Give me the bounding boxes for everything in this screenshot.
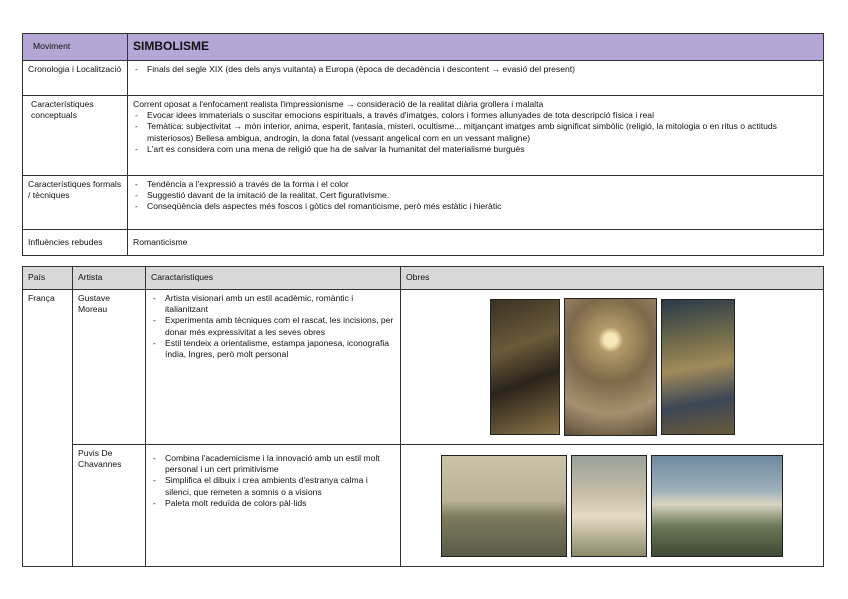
influences-value: Romanticisme <box>128 230 824 256</box>
header-characteristics: Caractaristiques <box>146 267 401 290</box>
conceptual-label: Característiques conceptuals <box>23 96 128 176</box>
artwork-image <box>651 455 783 557</box>
artist-characteristics <box>146 445 401 567</box>
artwork-image <box>571 455 647 557</box>
header-country: País <box>23 267 73 290</box>
formal-item: - Tendència a l'expressió a través de la forma i el color <box>133 179 818 190</box>
characteristic-item: - Combina l'academicisme i la innovació amb un estil molt personal i un cert primitivisme <box>151 453 395 475</box>
conceptual-item: - L'art es considera com una mena de religió que ha de salvar la humanitat del materialisme burguès <box>133 144 818 155</box>
movement-label: Moviment <box>23 34 128 61</box>
characteristic-item: - Paleta molt reduïda de colors pàl·lids <box>151 498 395 509</box>
artwork-image <box>490 299 560 435</box>
artwork-image <box>441 455 567 557</box>
formal-item: - Conseqüència dels aspectes més foscos i gòtics del romanticisme, però més estàtic i hieràtic <box>133 201 818 212</box>
conceptual-cell <box>128 96 824 176</box>
characteristic-item: - Experimenta amb tècniques com el rascat, les incisions, per donar més expressivitat a les seves obres <box>151 315 395 337</box>
works-cell-moreau <box>401 290 824 445</box>
header-artist: Artista <box>73 267 146 290</box>
artwork-image <box>661 299 735 435</box>
artists-table <box>22 266 824 567</box>
chronology-cell <box>128 61 824 96</box>
characteristic-item: - Artista visionari amb un estil acadèmic, romàntic i italianitzant <box>151 293 395 315</box>
characteristic-item: - Estil tendeix a orientalisme, estampa japonesa, iconografia índia, Ingres, però molt personal <box>151 338 395 360</box>
formal-cell <box>128 176 824 230</box>
chronology-item: - Finals del segle XIX (des dels anys vuitanta) a Europa (època de decadència i descontent → evasió del present) <box>133 64 818 75</box>
artwork-image <box>564 298 657 436</box>
chronology-label: Cronologia i Localització <box>23 61 128 96</box>
conceptual-intro: Corrent oposat a l'enfocament realista l'impressionisme → consideració de la realitat diària grollera i malalta <box>133 99 544 109</box>
header-works: Obres <box>401 267 824 290</box>
formal-label: Característiques formals / tècniques <box>23 176 128 230</box>
movement-name: SIMBOLISME <box>128 34 824 61</box>
artist-name: Gustave Moreau <box>73 290 146 445</box>
works-cell-puvis <box>401 445 824 567</box>
characteristic-item: - Simplifica el dibuix i crea ambients d'estranya calma i silenci, que remeten a somnis o a visions <box>151 475 395 497</box>
artist-name: Puvis De Chavannes <box>73 445 146 567</box>
conceptual-item: - Evocar idees immaterials o suscitar emocions espirituals, a través d'imatges, colors i formes allunyades de tota descripció física i real <box>133 110 818 121</box>
influences-label: Influències rebudes <box>23 230 128 256</box>
movement-overview-table <box>22 33 824 256</box>
country-cell: França <box>23 290 73 567</box>
conceptual-item: - Temàtica: subjectivitat → món interior, anima, esperit, fantasia, misteri, ocultisme... mitjançant imatges amb significat simbòlic (religió, la mitologia o en ritus o actituds misteriosos) Bellesa ambigua, androgin, la dona fatal (vessant angelical com en un vessant maligne) <box>133 121 818 143</box>
formal-item: - Suggestió davant de la imitació de la realitat. Cert figurativisme. <box>133 190 818 201</box>
artist-characteristics <box>146 290 401 445</box>
